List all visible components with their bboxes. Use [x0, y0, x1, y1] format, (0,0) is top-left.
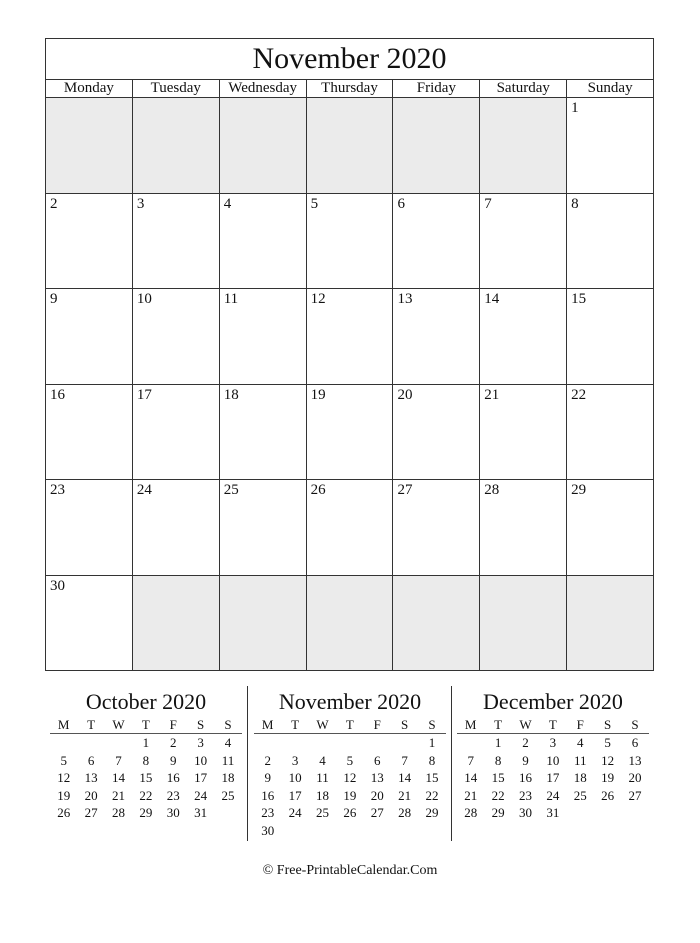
mini-day: 10 — [546, 752, 560, 768]
mini-day: 13 — [84, 770, 98, 785]
weekday-header: Monday — [46, 80, 133, 97]
mini-day-grid — [254, 734, 446, 839]
mini-day: 3 — [197, 735, 204, 750]
mini-day: 18 — [315, 787, 329, 803]
day-cell: 30 — [46, 576, 133, 671]
mini-week-row — [50, 804, 242, 822]
mini-day: 23 — [166, 787, 180, 803]
day-cell: 13 — [393, 289, 480, 384]
empty-day-cell — [133, 98, 220, 193]
week-row — [46, 98, 653, 194]
day-cell: 22 — [571, 386, 587, 403]
mini-day — [364, 734, 391, 752]
mini-day: 29 — [425, 805, 439, 820]
empty-day-cell — [307, 98, 394, 193]
day-cell: 17 — [133, 385, 220, 480]
weekday-header-row — [46, 80, 653, 98]
mini-day: 12 — [343, 770, 357, 785]
day-cell: 1 — [571, 100, 579, 116]
mini-day: 2 — [522, 735, 529, 750]
empty-day-cell — [480, 98, 567, 193]
empty-day-cell — [480, 576, 567, 671]
mini-weekday: T — [87, 717, 96, 732]
mini-day: 18 — [573, 770, 587, 785]
mini-day — [336, 822, 363, 840]
mini-weekday: F — [576, 717, 584, 732]
mini-weekday: M — [464, 717, 477, 732]
mini-day — [254, 734, 281, 752]
empty-day-cell — [220, 98, 307, 193]
mini-day: 14 — [111, 770, 125, 785]
mini-day: 19 — [57, 787, 71, 803]
week-row — [46, 385, 653, 481]
mini-day: 8 — [494, 752, 502, 768]
empty-day-cell — [307, 576, 394, 671]
mini-day: 23 — [518, 787, 532, 803]
mini-day: 29 — [491, 805, 505, 820]
day-cell: 7 — [480, 194, 567, 289]
mini-day: 24 — [194, 787, 208, 803]
mini-day — [105, 734, 132, 752]
day-cell: 23 — [46, 480, 133, 575]
weekday-header: Wednesday — [220, 80, 307, 97]
mini-weekday: F — [373, 717, 381, 732]
mini-calendar-october — [50, 688, 242, 822]
mini-day: 28 — [398, 805, 412, 820]
mini-week-row — [50, 752, 242, 770]
mini-day: 20 — [84, 787, 98, 803]
mini-day: 26 — [601, 787, 615, 803]
mini-day: 4 — [319, 752, 326, 768]
day-cell: 29 — [571, 482, 587, 498]
mini-day: 17 — [546, 770, 560, 785]
weekday-header: Friday — [393, 80, 480, 97]
mini-day: 26 — [57, 805, 71, 820]
mini-day: 27 — [628, 787, 642, 803]
mini-day: 27 — [370, 805, 384, 820]
mini-day — [364, 822, 391, 840]
mini-week-row — [50, 769, 242, 787]
mini-week-row — [457, 769, 649, 787]
mini-day: 31 — [546, 805, 560, 820]
mini-day — [50, 734, 77, 752]
day-cell: 9 — [46, 289, 133, 384]
day-cell: 11 — [220, 289, 307, 384]
mini-day: 8 — [428, 752, 436, 768]
mini-weekday: W — [519, 717, 532, 732]
mini-day: 6 — [631, 735, 639, 750]
mini-day: 20 — [370, 787, 384, 803]
empty-day-cell — [393, 98, 480, 193]
mini-day: 13 — [628, 752, 642, 768]
mini-day: 11 — [316, 770, 329, 785]
day-cell: 8 — [571, 195, 579, 212]
mini-day — [214, 804, 241, 822]
mini-calendar-november — [254, 688, 446, 839]
day-cell: 15 — [571, 291, 587, 307]
mini-day: 5 — [604, 735, 611, 750]
mini-weekday: M — [261, 717, 274, 732]
day-cell: 20 — [393, 385, 480, 480]
empty-day-cell — [393, 576, 480, 671]
divider — [451, 686, 452, 841]
mini-day: 30 — [166, 805, 180, 820]
day-cell: 24 — [133, 480, 220, 575]
mini-weekday: S — [631, 717, 639, 732]
mini-week-row — [254, 822, 446, 840]
mini-day: 6 — [87, 752, 95, 768]
mini-day: 16 — [166, 770, 180, 785]
mini-calendar-title: November 2020 — [278, 689, 422, 714]
mini-weekday: M — [57, 717, 70, 732]
mini-day — [309, 822, 336, 840]
empty-day-cell — [220, 576, 307, 671]
mini-week-row — [50, 787, 242, 805]
mini-day: 28 — [111, 805, 125, 820]
mini-week-row — [254, 752, 446, 770]
day-cell: 3 — [133, 194, 220, 289]
empty-day-cell — [133, 576, 220, 671]
mini-day: 25 — [221, 787, 235, 803]
mini-day: 22 — [425, 787, 439, 803]
mini-day: 7 — [115, 752, 122, 768]
mini-day — [418, 822, 445, 840]
mini-week-row — [254, 769, 446, 787]
mini-week-row — [457, 734, 649, 752]
mini-day: 25 — [315, 805, 329, 820]
mini-day: 5 — [60, 752, 67, 768]
mini-day: 9 — [170, 752, 177, 768]
day-cell: 19 — [307, 385, 394, 480]
mini-day: 13 — [370, 770, 384, 785]
mini-week-row — [457, 787, 649, 805]
day-cell: 6 — [393, 194, 480, 289]
week-row — [46, 194, 653, 290]
day-cell: 16 — [46, 385, 133, 480]
mini-week-row — [254, 804, 446, 822]
mini-day: 22 — [139, 787, 153, 803]
day-cell: 5 — [307, 194, 394, 289]
day-cell: 12 — [307, 289, 394, 384]
day-cell: 18 — [220, 385, 307, 480]
mini-day: 24 — [546, 787, 560, 803]
divider — [247, 686, 248, 841]
day-cell: 27 — [393, 480, 480, 575]
mini-day-grid — [457, 734, 649, 822]
week-row — [46, 289, 653, 385]
mini-day: 15 — [139, 770, 153, 785]
mini-day: 3 — [291, 752, 299, 768]
mini-day: 16 — [518, 770, 532, 785]
mini-day: 1 — [142, 735, 150, 750]
mini-day: 14 — [398, 770, 412, 785]
mini-weekday: S — [197, 717, 205, 732]
mini-day — [391, 734, 418, 752]
mini-day: 7 — [401, 752, 408, 768]
weekday-header: Sunday — [587, 80, 633, 96]
mini-day: 21 — [464, 787, 478, 803]
mini-calendar-december — [457, 688, 649, 822]
mini-weekday-row — [50, 716, 242, 734]
day-cell: 21 — [480, 385, 567, 480]
mini-weekday: S — [428, 717, 436, 732]
week-row — [46, 480, 653, 576]
week-row — [46, 576, 653, 671]
mini-weekday: T — [345, 717, 354, 732]
mini-day — [281, 822, 308, 840]
mini-day — [309, 734, 336, 752]
mini-weekday: S — [604, 717, 612, 732]
mini-day: 14 — [464, 770, 478, 785]
mini-weekday: W — [316, 717, 329, 732]
mini-day — [621, 804, 648, 822]
mini-day-grid — [50, 734, 242, 822]
mini-day: 5 — [346, 752, 354, 768]
day-cell: 2 — [46, 194, 133, 289]
mini-weekday-row — [457, 716, 649, 734]
mini-day: 18 — [221, 770, 235, 785]
mini-week-row — [254, 787, 446, 805]
mini-day: 21 — [398, 787, 412, 803]
mini-day: 27 — [84, 805, 98, 820]
mini-week-row — [254, 734, 446, 752]
mini-day: 7 — [467, 752, 474, 768]
mini-day: 25 — [573, 787, 587, 803]
mini-day: 30 — [261, 822, 275, 838]
mini-day: 16 — [261, 787, 275, 803]
mini-day: 1 — [494, 735, 502, 750]
mini-day: 31 — [194, 805, 208, 820]
day-cell: 28 — [480, 480, 567, 575]
mini-weekday: T — [494, 717, 503, 732]
mini-week-row — [457, 804, 649, 822]
mini-day: 15 — [425, 770, 439, 785]
mini-day: 21 — [111, 787, 125, 803]
footer-credit: © Free-PrintableCalendar.Com — [262, 863, 438, 878]
mini-day: 28 — [464, 805, 478, 820]
mini-day: 22 — [491, 787, 505, 803]
mini-day: 12 — [57, 770, 71, 785]
mini-day: 1 — [428, 735, 436, 750]
mini-day: 12 — [601, 752, 615, 768]
mini-day: 8 — [142, 752, 150, 768]
weekday-header: Tuesday — [133, 80, 220, 97]
month-title: November 2020 — [46, 39, 653, 80]
mini-day: 20 — [628, 770, 642, 785]
mini-day — [77, 734, 104, 752]
mini-day: 15 — [491, 770, 505, 785]
mini-day: 9 — [522, 752, 529, 768]
mini-calendar-title: October 2020 — [85, 689, 207, 714]
mini-day: 24 — [288, 805, 302, 820]
mini-week-row — [457, 752, 649, 770]
mini-weekday: F — [169, 717, 177, 732]
mini-day: 2 — [170, 735, 177, 750]
mini-day: 10 — [288, 770, 302, 785]
mini-day: 2 — [264, 752, 271, 768]
mini-week-row — [50, 734, 242, 752]
mini-day: 17 — [288, 787, 302, 803]
mini-weekday: W — [112, 717, 125, 732]
mini-day — [457, 734, 484, 752]
empty-day-cell — [46, 98, 133, 193]
weekday-header: Saturday — [480, 80, 567, 97]
mini-day: 30 — [518, 805, 532, 820]
mini-day: 4 — [224, 735, 232, 750]
mini-day: 11 — [221, 752, 235, 768]
mini-day: 6 — [374, 752, 381, 768]
mini-day: 19 — [601, 770, 615, 785]
mini-day — [281, 734, 308, 752]
empty-day-cell — [567, 576, 653, 671]
mini-day: 10 — [194, 752, 208, 768]
day-cell: 14 — [480, 289, 567, 384]
main-calendar — [45, 38, 654, 671]
mini-day: 4 — [577, 735, 584, 750]
mini-weekday: T — [141, 717, 150, 732]
mini-day: 11 — [573, 752, 587, 768]
mini-weekday: S — [224, 717, 232, 732]
mini-calendar-title: December 2020 — [483, 689, 623, 714]
weekday-header: Thursday — [307, 80, 394, 97]
mini-day: 3 — [549, 735, 557, 750]
mini-day: 17 — [194, 770, 208, 785]
mini-weekday: T — [291, 717, 300, 732]
mini-day — [336, 734, 363, 752]
day-cell: 25 — [220, 480, 307, 575]
day-cell: 26 — [307, 480, 394, 575]
mini-day — [391, 822, 418, 840]
mini-weekday: S — [401, 717, 409, 732]
mini-day: 23 — [261, 805, 275, 820]
mini-day: 29 — [139, 805, 153, 820]
mini-day — [567, 804, 594, 822]
day-grid — [46, 98, 653, 670]
mini-weekday: T — [548, 717, 557, 732]
mini-day: 19 — [343, 787, 357, 803]
day-cell: 4 — [220, 194, 307, 289]
day-cell: 10 — [133, 289, 220, 384]
mini-day: 9 — [264, 770, 271, 785]
mini-weekday-row — [254, 716, 446, 734]
mini-day — [594, 804, 621, 822]
mini-day: 26 — [343, 805, 357, 820]
